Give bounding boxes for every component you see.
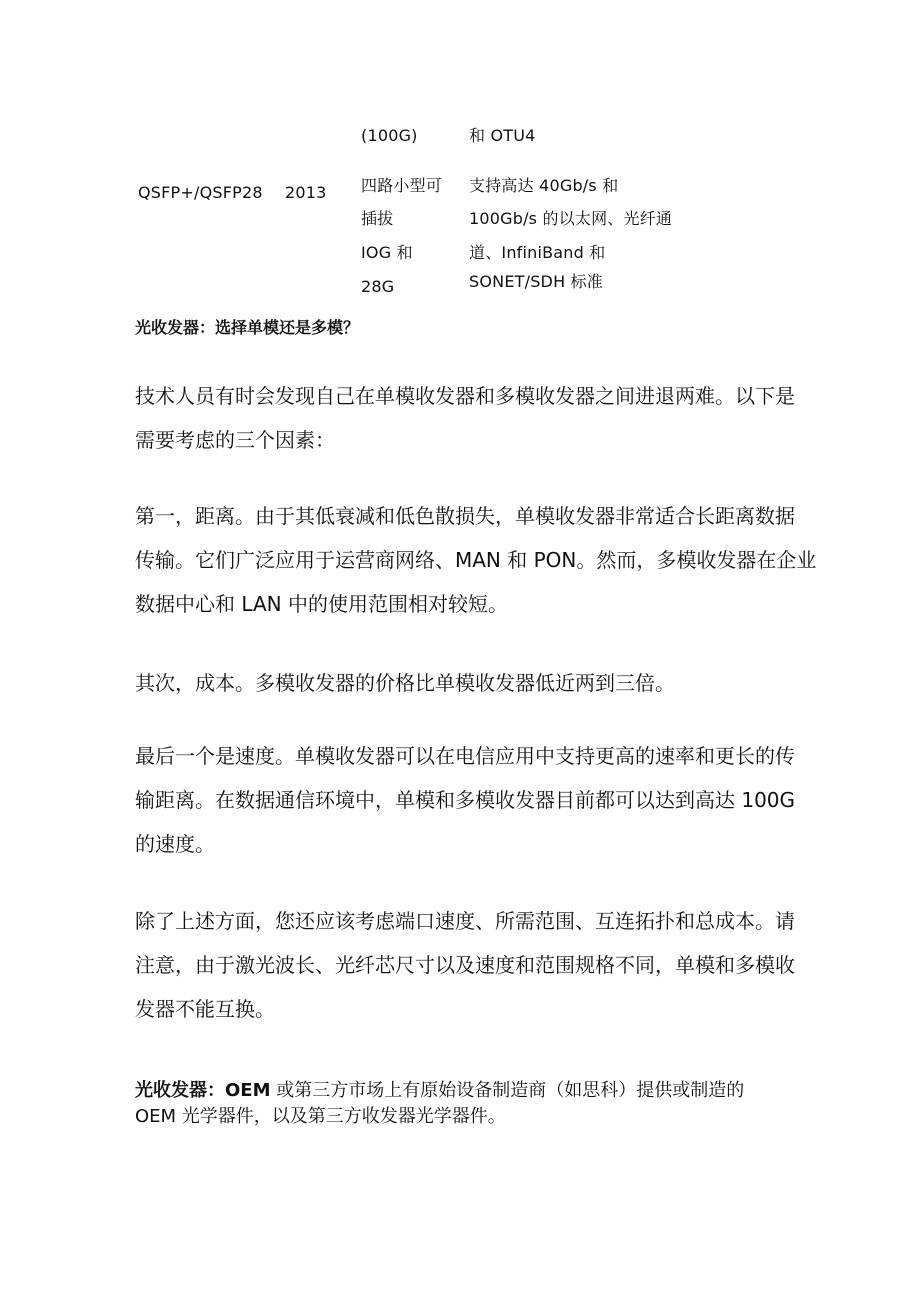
table-cell-type-line-4: 28G — [361, 277, 395, 296]
paragraph-line: 发器不能互换。 — [135, 997, 275, 1021]
paragraph-line: 注意，由于激光波长、光纤芯尺寸以及速度和范围规格不同，单模和多模收 — [135, 953, 795, 977]
table-cell-type-line-1: 四路小型可 — [361, 176, 443, 195]
paragraph-line: 最后一个是速度。单模收发器可以在电信应用中支持更高的速率和更长的传 — [135, 744, 795, 768]
table-cell-year: 2013 — [285, 183, 327, 202]
paragraph-line: 其次，成本。多模收发器的价格比单模收发器低近两到三倍。 — [135, 671, 675, 695]
paragraph-line: 的速度。 — [135, 832, 215, 856]
paragraph-line: 传输。它们广泛应用于运营商网络、MAN 和 PON。然而，多模收发器在企业 — [135, 548, 817, 572]
table-cell-description-line-4: SONET/SDH 标准 — [469, 272, 603, 291]
paragraph-line: 除了上述方面，您还应该考虑端口速度、所需范围、互连拓扑和总成本。请 — [135, 909, 795, 933]
paragraph-line: 数据中心和 LAN 中的使用范围相对较短。 — [135, 592, 508, 616]
paragraph-line: 第一，距离。由于其低衰减和低色散损失，单模收发器非常适合长距离数据 — [135, 504, 795, 528]
paragraph-line: 输距离。在数据通信环境中，单模和多模收发器目前都可以达到高达 100G — [135, 788, 796, 812]
oem-third-party-note — [135, 1078, 795, 1130]
table-cell-description-line-2: 100Gb/s 的以太网、光纤通 — [469, 209, 673, 228]
note-line-1 — [135, 1078, 795, 1104]
paragraph-line: 需要考虑的三个因素： — [135, 428, 335, 452]
table-cell-type-line-2: 插拔 — [361, 209, 394, 228]
table-cell-description-line-3: 道、InfiniBand 和 — [469, 243, 606, 262]
table-cell-format: QSFP+/QSFP28 — [138, 183, 263, 202]
section-title: 光收发器：选择单模还是多模？ — [135, 318, 360, 337]
note-line-1-text: 或第三方市场上有原始设备制造商（如思科）提供或制造的 — [270, 1080, 745, 1101]
table-cell-description-line-1: 支持高达 40Gb/s 和 — [469, 176, 619, 195]
table-cell-description-row1: 和 OTU4 — [469, 126, 536, 145]
paragraph-distance — [135, 494, 817, 626]
note-line-2: OEM 光学器件，以及第三方收发器光学器件。 — [135, 1106, 506, 1127]
paragraph-additional-considerations — [135, 899, 795, 1031]
paragraph-cost — [135, 661, 795, 705]
table-cell-type-row1: (100G) — [361, 126, 418, 145]
note-bold-prefix: 光收发器：OEM — [135, 1080, 271, 1101]
table-cell-type-line-3: IOG 和 — [361, 243, 413, 262]
paragraph-line: 技术人员有时会发现自己在单模收发器和多模收发器之间进退两难。以下是 — [135, 384, 795, 408]
paragraph-speed — [135, 734, 795, 866]
paragraph-intro — [135, 374, 795, 462]
